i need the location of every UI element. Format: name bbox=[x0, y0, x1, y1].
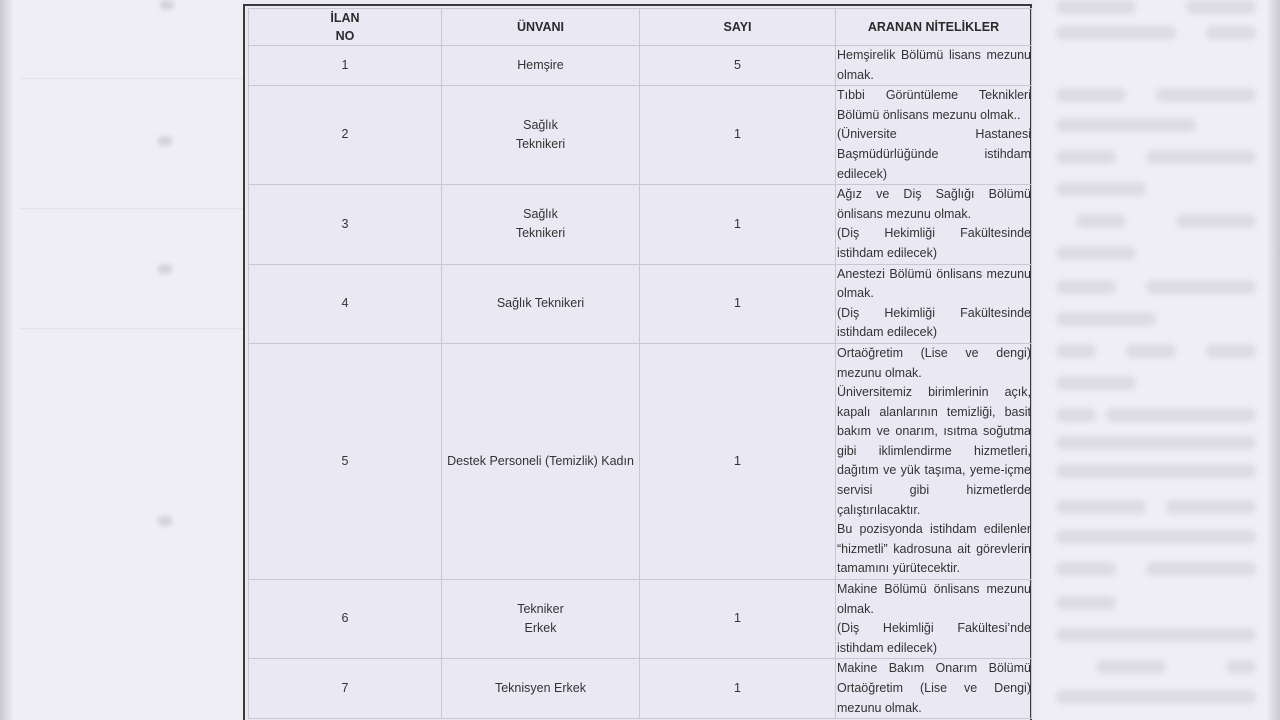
cell-sayi: 1 bbox=[640, 580, 836, 659]
job-listing-table bbox=[248, 8, 1032, 719]
table-row bbox=[249, 343, 1032, 579]
qualification-text: Ağız ve Diş Sağlığı Bölümü önlisans mezunu olmak. bbox=[837, 187, 1031, 221]
cell-ilan-no: 4 bbox=[249, 264, 442, 343]
title-line: Teknisyen Erkek bbox=[494, 681, 586, 695]
qualification-text: Makine Bakım Onarım Bölümü Ortaöğretim (Lise ve Dengi) mezunu olmak. bbox=[837, 661, 1031, 715]
cell-ilan-no: 7 bbox=[249, 659, 442, 719]
title-line: Tekniker bbox=[517, 601, 564, 616]
qualification-text: Bu pozisyonda istihdam edilenler “hizmetli” kadrosuna ait görevlerin tamamını yürütecektir. bbox=[837, 522, 1031, 576]
cell-aranan-nitelikler bbox=[836, 86, 1032, 185]
cell-aranan-nitelikler bbox=[836, 46, 1032, 86]
cell-sayi: 1 bbox=[640, 86, 836, 185]
table-row bbox=[249, 264, 1032, 343]
blurred-background-left bbox=[0, 0, 243, 720]
cell-unvani bbox=[442, 264, 640, 343]
cell-aranan-nitelikler bbox=[836, 580, 1032, 659]
cell-aranan-nitelikler bbox=[836, 659, 1032, 719]
header-unvani: ÜNVANI bbox=[442, 9, 640, 46]
title-line: Sağlık Teknikeri bbox=[496, 295, 585, 310]
title-line: Hemşire bbox=[517, 57, 564, 72]
title-line: Teknikeri bbox=[515, 226, 566, 241]
cell-sayi: 5 bbox=[640, 46, 836, 86]
document-image bbox=[243, 4, 1032, 720]
cell-unvani bbox=[442, 659, 640, 719]
header-ilan-no: İLAN NO bbox=[249, 9, 442, 46]
qualification-text: Anestezi Bölümü önlisans mezunu olmak. bbox=[837, 266, 1031, 301]
cell-sayi: 1 bbox=[640, 264, 836, 343]
title-line: Erkek bbox=[524, 621, 557, 636]
cell-unvani bbox=[442, 580, 640, 659]
cell-ilan-no: 3 bbox=[249, 185, 442, 264]
title-line: Destek Personeli (Temizlik) Kadın bbox=[447, 453, 634, 468]
qualification-text: Tıbbi Görüntüleme Teknikleri Bölümü önlisans mezunu olmak.. bbox=[837, 88, 1031, 122]
cell-ilan-no: 2 bbox=[249, 86, 442, 185]
cell-sayi: 1 bbox=[640, 343, 836, 579]
title-line: Sağlık bbox=[523, 206, 558, 221]
cell-aranan-nitelikler bbox=[836, 343, 1032, 579]
qualification-text: (Diş Hekimliği Fakültesinde istihdam edilecek) bbox=[837, 305, 1031, 340]
header-aranan-nitelikler: ARANAN NİTELİKLER bbox=[836, 9, 1032, 46]
table-row bbox=[249, 46, 1032, 86]
cell-aranan-nitelikler bbox=[836, 185, 1032, 264]
qualification-text: (Diş Hekimliği Fakültesinde istihdam edilecek) bbox=[837, 226, 1031, 260]
qualification-text: Ortaöğretim (Lise ve dengi) mezunu olmak. bbox=[837, 345, 1031, 380]
cell-unvani bbox=[442, 86, 640, 185]
table-row bbox=[249, 86, 1032, 185]
qualification-text: Makine Bölümü önlisans mezunu olmak. bbox=[837, 582, 1031, 616]
cell-unvani bbox=[442, 343, 640, 579]
table-row bbox=[249, 580, 1032, 659]
qualification-text: Üniversitemiz birimlerinin açık, kapalı alanlarının temizliği, basit bakım ve onarım, ısıtma soğutma gibi iklimlendirme hizmetleri, dağıtım ve yük taşıma, yeme-içme servisi gibi hizmetlerde çalıştırılacaktır. bbox=[837, 385, 1031, 517]
qualification-text: (Diş Hekimliği Fakültesi’nde istihdam edilecek) bbox=[837, 621, 1031, 655]
qualification-text: Hemşirelik Bölümü lisans mezunu olmak. bbox=[837, 48, 1031, 82]
table-row bbox=[249, 659, 1032, 719]
cell-ilan-no: 6 bbox=[249, 580, 442, 659]
cell-unvani bbox=[442, 185, 640, 264]
cell-unvani bbox=[442, 46, 640, 86]
cell-ilan-no: 1 bbox=[249, 46, 442, 86]
blurred-background-right bbox=[1036, 0, 1280, 720]
qualification-text: (Üniversite Hastanesi Başmüdürlüğünde istihdam edilecek) bbox=[837, 127, 1031, 181]
table-row bbox=[249, 185, 1032, 264]
table-header-row bbox=[249, 9, 1032, 46]
cell-ilan-no: 5 bbox=[249, 343, 442, 579]
cell-sayi: 1 bbox=[640, 659, 836, 719]
cell-sayi: 1 bbox=[640, 185, 836, 264]
title-line: Teknikeri bbox=[515, 137, 566, 152]
cell-aranan-nitelikler bbox=[836, 264, 1032, 343]
title-line: Sağlık bbox=[523, 117, 558, 132]
header-sayi: SAYI bbox=[640, 9, 836, 46]
